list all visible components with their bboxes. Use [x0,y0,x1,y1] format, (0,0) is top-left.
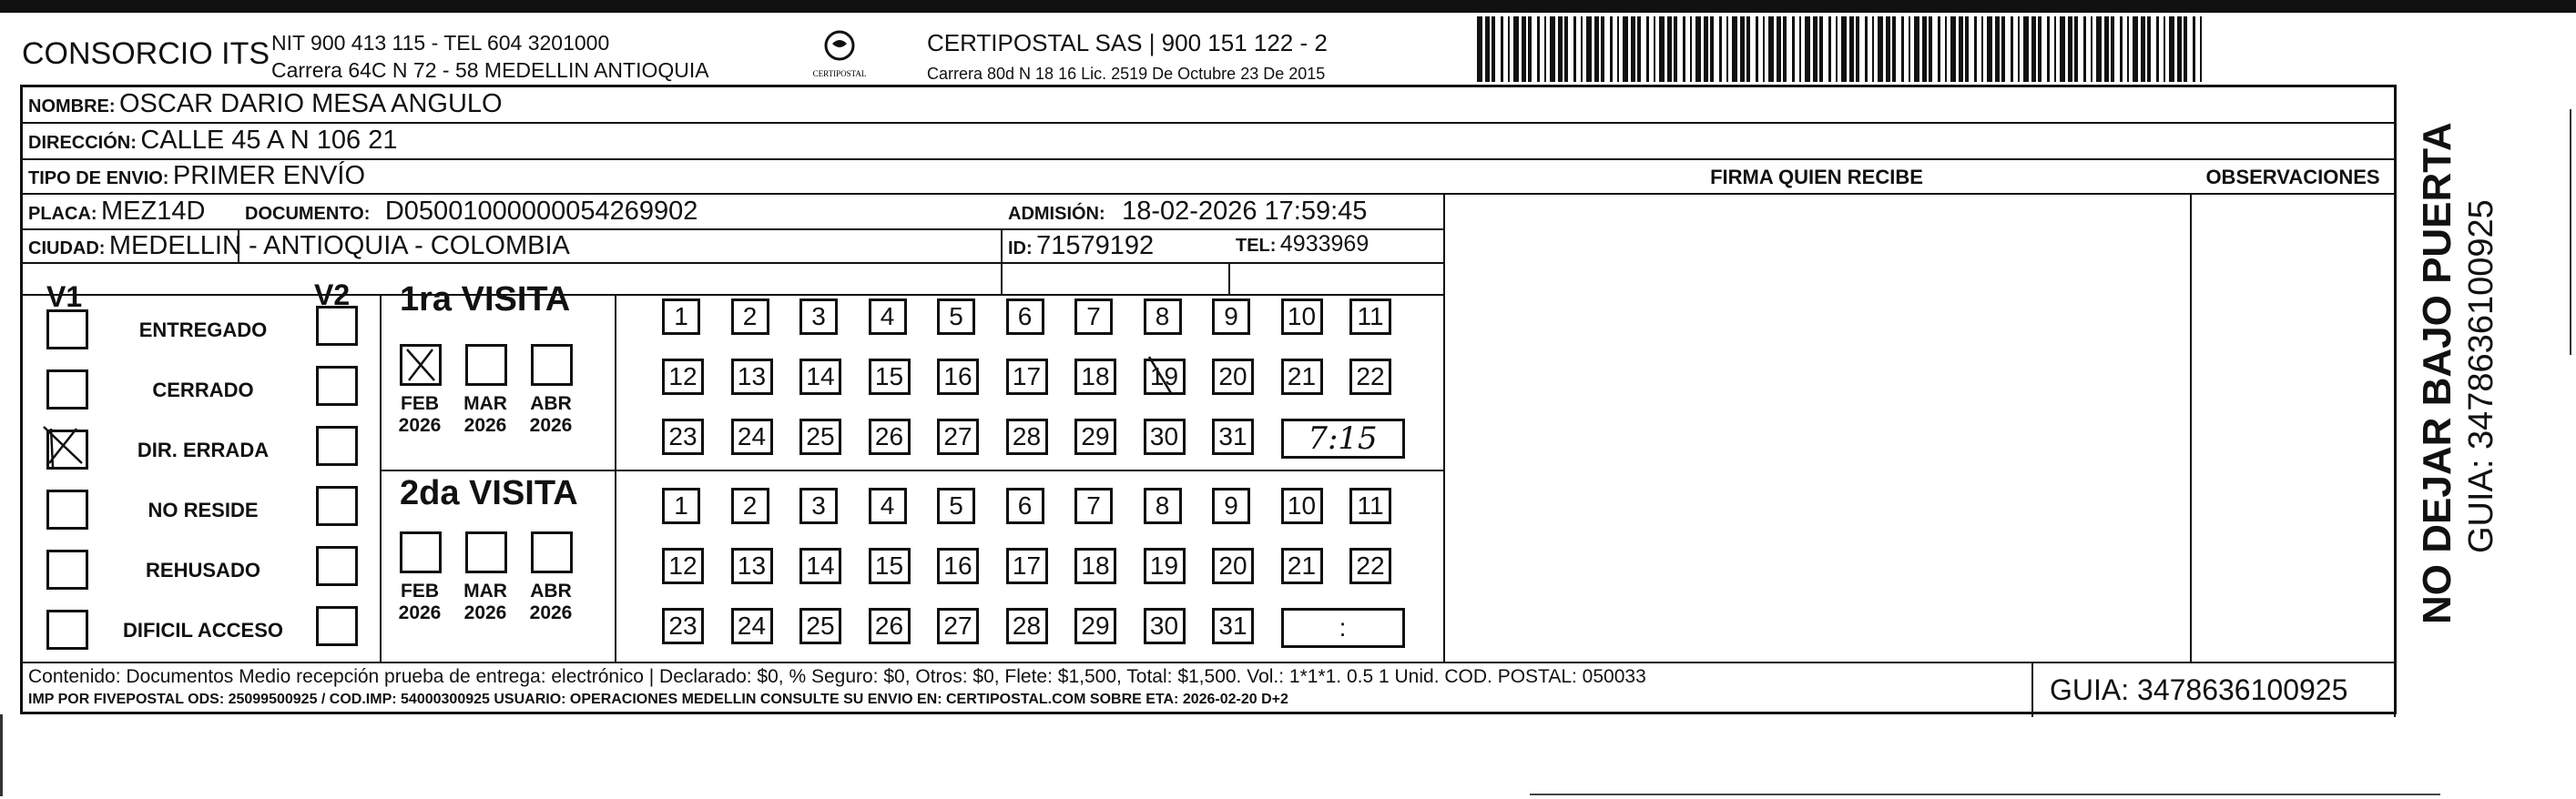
admission-value: 18-02-2026 17:59:45 [1122,197,1368,226]
status-label: DIR. ERRADA [137,439,270,461]
top-border [0,0,2576,13]
day-checkbox[interactable]: 25 [799,419,841,455]
day-checkbox[interactable]: 13 [731,359,773,395]
day-checkbox[interactable]: 7 [1074,298,1113,335]
month-label [392,581,447,624]
day-checkbox[interactable]: 12 [662,359,704,395]
day-mark-icon [1142,351,1178,407]
day-checkbox[interactable]: 15 [869,359,911,395]
day-checkbox[interactable]: 12 [662,548,704,584]
recipient-name: OSCAR DARIO MESA ANGULO [119,89,503,118]
day-checkbox[interactable]: 21 [1281,548,1323,584]
status-label: CERRADO [152,379,254,401]
month-label [524,393,578,437]
day-checkbox[interactable]: 4 [869,298,907,335]
time-field[interactable] [1281,419,1405,459]
day-checkbox[interactable]: 11 [1349,298,1391,335]
month-checkbox[interactable] [465,531,507,573]
day-checkbox[interactable]: 20 [1212,548,1254,584]
day-checkbox[interactable]: 29 [1074,419,1116,455]
day-checkbox[interactable]: 29 [1074,608,1116,644]
month-checkbox[interactable] [400,531,442,573]
footer-guia: GUIA: 3478636100925 [2050,673,2348,706]
day-checkbox[interactable]: 10 [1281,298,1323,335]
observations-header: OBSERVACIONES [2205,166,2380,188]
document-value: D05001000000054269902 [384,197,698,226]
day-checkbox[interactable]: 26 [869,419,911,455]
v1-checkbox[interactable] [46,369,88,410]
v2-checkbox[interactable] [316,546,358,586]
carrier-info [927,27,1328,89]
day-checkbox[interactable]: 16 [937,359,979,395]
month-year: 2026 [529,415,573,436]
day-checkbox[interactable]: 8 [1144,488,1182,524]
v2-checkbox[interactable] [316,426,358,466]
day-checkbox[interactable]: 24 [731,419,773,455]
day-checkbox[interactable]: 31 [1212,608,1254,644]
day-checkbox[interactable]: 5 [937,298,975,335]
status-label: REHUSADO [146,559,260,582]
type-row [28,161,365,191]
certipostal-logo [810,27,869,86]
page-edge-bottom [1530,794,2440,795]
type-label: TIPO DE ENVIO: [28,168,169,188]
month-year: 2026 [398,602,442,623]
v2-label: V2 [314,278,351,311]
month-checkbox[interactable] [531,531,573,573]
address-label: DIRECCIÓN: [28,133,137,153]
day-checkbox[interactable]: 22 [1349,359,1391,395]
document-row [245,197,697,227]
city-label: CIUDAD: [28,238,106,258]
month-name: MAR [463,581,507,602]
day-checkbox[interactable]: 14 [799,548,841,584]
plate-value: MEZ14D [101,197,206,226]
tel-row [1236,231,1369,258]
day-checkbox[interactable]: 23 [662,608,704,644]
v1-checkbox[interactable] [46,309,88,349]
footer-content: Contenido: Documentos Medio recepción prueba de entrega: electrónico | Declarado: $0, % Seguro: $0, Otros: $0, Flete: $1,500, Total: $1,500. Vol.: 1*1*1. 0.5 1 Unid. COD. POSTAL: 050033 [28,666,1646,687]
day-checkbox[interactable]: 22 [1349,548,1391,584]
nit-line: NIT 900 413 115 - TEL 604 3201000 [271,31,610,55]
barcode-icon [1477,16,2213,82]
city-value: MEDELLIN - ANTIOQUIA - COLOMBIA [108,231,570,260]
day-checkbox[interactable]: 1 [662,488,700,524]
v1-label: V1 [46,280,83,313]
document-label: DOCUMENTO: [245,204,371,224]
month-label [392,393,447,437]
month-label [458,581,513,624]
status-label: NO RESIDE [148,499,259,521]
day-checkbox[interactable]: 9 [1212,488,1250,524]
id-label: ID: [1008,238,1033,258]
delivery-form [20,85,2397,714]
day-checkbox[interactable]: 16 [937,548,979,584]
day-checkbox[interactable]: 27 [937,608,979,644]
v1-checkbox[interactable] [46,430,88,470]
day-checkbox[interactable]: 27 [937,419,979,455]
day-checkbox[interactable]: 3 [799,298,838,335]
checkmark-icon [40,421,87,472]
day-checkbox[interactable]: 30 [1144,608,1186,644]
day-checkbox[interactable]: 10 [1281,488,1323,524]
month-name: ABR [530,393,572,414]
day-checkbox[interactable]: 17 [1006,548,1048,584]
day-checkbox[interactable]: 18 [1074,548,1116,584]
day-checkbox[interactable]: 11 [1349,488,1391,524]
day-checkbox[interactable]: 21 [1281,359,1323,395]
v1-checkbox[interactable] [46,610,88,650]
side-guia: GUIA: 3478636100925 [2462,199,2500,553]
page-edge-left [0,714,3,796]
admission-label: ADMISIÓN: [1008,204,1105,224]
time-value: : [1339,613,1347,642]
month-year: 2026 [463,415,507,436]
month-name: MAR [463,393,507,414]
day-checkbox[interactable]: 2 [731,298,769,335]
month-checkbox[interactable] [531,344,573,386]
day-checkbox[interactable]: 14 [799,359,841,395]
name-row [28,89,503,119]
day-checkbox[interactable]: 6 [1006,488,1044,524]
day-checkbox[interactable]: 3 [799,488,838,524]
day-checkbox[interactable]: 18 [1074,359,1116,395]
day-checkbox[interactable]: 13 [731,548,773,584]
visit-2-title: 2da VISITA [400,474,578,512]
month-checkbox[interactable] [465,344,507,386]
tel-label: TEL: [1236,236,1277,256]
day-checkbox[interactable]: 23 [662,419,704,455]
v1-checkbox[interactable] [46,490,88,530]
month-name: FEB [401,393,439,414]
v2-checkbox[interactable] [316,606,358,646]
day-checkbox[interactable]: 28 [1006,419,1048,455]
city-row [28,231,570,261]
address-row [28,126,398,156]
signature-header: FIRMA QUIEN RECIBE [1710,166,1923,188]
month-checkbox[interactable] [400,344,442,386]
checkmark-icon [400,344,442,386]
tel-value: 4933969 [1279,231,1369,257]
day-checkbox[interactable]: 25 [799,608,841,644]
shipment-type: PRIMER ENVÍO [172,161,366,190]
visit-1-title: 1ra VISITA [400,280,571,319]
month-label [458,393,513,437]
month-name: FEB [401,581,439,602]
day-checkbox[interactable]: 7 [1074,488,1113,524]
plate-label: PLACA: [28,204,97,224]
day-checkbox[interactable]: 19 [1144,548,1186,584]
name-label: NOMBRE: [28,96,116,116]
carrier-line: CERTIPOSTAL SAS | 900 151 122 - 2 [927,29,1328,56]
day-checkbox[interactable]: 5 [937,488,975,524]
month-year: 2026 [529,602,573,623]
day-checkbox[interactable]: 28 [1006,608,1048,644]
v1-checkbox[interactable] [46,550,88,590]
day-checkbox[interactable]: 2 [731,488,769,524]
admission-row [1008,197,1367,227]
v2-checkbox[interactable] [316,306,358,346]
status-label: DIFICIL ACCESO [122,619,283,642]
id-value: 71579192 [1036,231,1155,260]
day-checkbox[interactable]: 4 [869,488,907,524]
day-checkbox[interactable]: 8 [1144,298,1182,335]
carrier-address: Carrera 80d N 18 16 Lic. 2519 De Octubre 23 De 2015 [927,65,1326,83]
side-warning: NO DEJAR BAJO PUERTA [2415,122,2459,624]
day-checkbox[interactable]: 6 [1006,298,1044,335]
day-checkbox[interactable]: 9 [1212,298,1250,335]
company-name: CONSORCIO ITS [22,36,270,71]
time-value: 7:15 [1308,420,1378,457]
day-checkbox[interactable]: 24 [731,608,773,644]
month-year: 2026 [463,602,507,623]
day-checkbox[interactable]: 17 [1006,359,1048,395]
v2-checkbox[interactable] [316,486,358,526]
month-year: 2026 [398,415,442,436]
company-info [271,29,709,84]
month-label [524,581,578,624]
month-name: ABR [530,581,572,602]
page-edge-line [2570,109,2571,355]
status-label: ENTREGADO [138,319,268,341]
day-checkbox[interactable]: 1 [662,298,700,335]
day-checkbox[interactable]: 31 [1212,419,1254,455]
recipient-address: CALLE 45 A N 106 21 [140,126,398,155]
day-checkbox[interactable]: 20 [1212,359,1254,395]
day-checkbox[interactable]: 26 [869,608,911,644]
footer-print-info: IMP POR FIVEPOSTAL ODS: 25099500925 / COD.IMP: 54000300925 USUARIO: OPERACIONES MEDELLIN CONSULTE SU ENVIO EN: CERTIPOSTAL.COM SOBRE ETA: 2026-02-20 D+2 [28,692,1288,707]
time-field[interactable] [1281,608,1405,648]
plate-row [28,197,205,227]
id-row [1008,231,1154,261]
day-checkbox[interactable]: 30 [1144,419,1186,455]
day-checkbox[interactable]: 15 [869,548,911,584]
day-checkbox[interactable]: 19 [1144,359,1186,395]
logo-label: CERTIPOSTAL [812,69,867,78]
company-address: Carrera 64C N 72 - 58 MEDELLIN ANTIOQUIA [271,58,709,82]
v2-checkbox[interactable] [316,366,358,406]
